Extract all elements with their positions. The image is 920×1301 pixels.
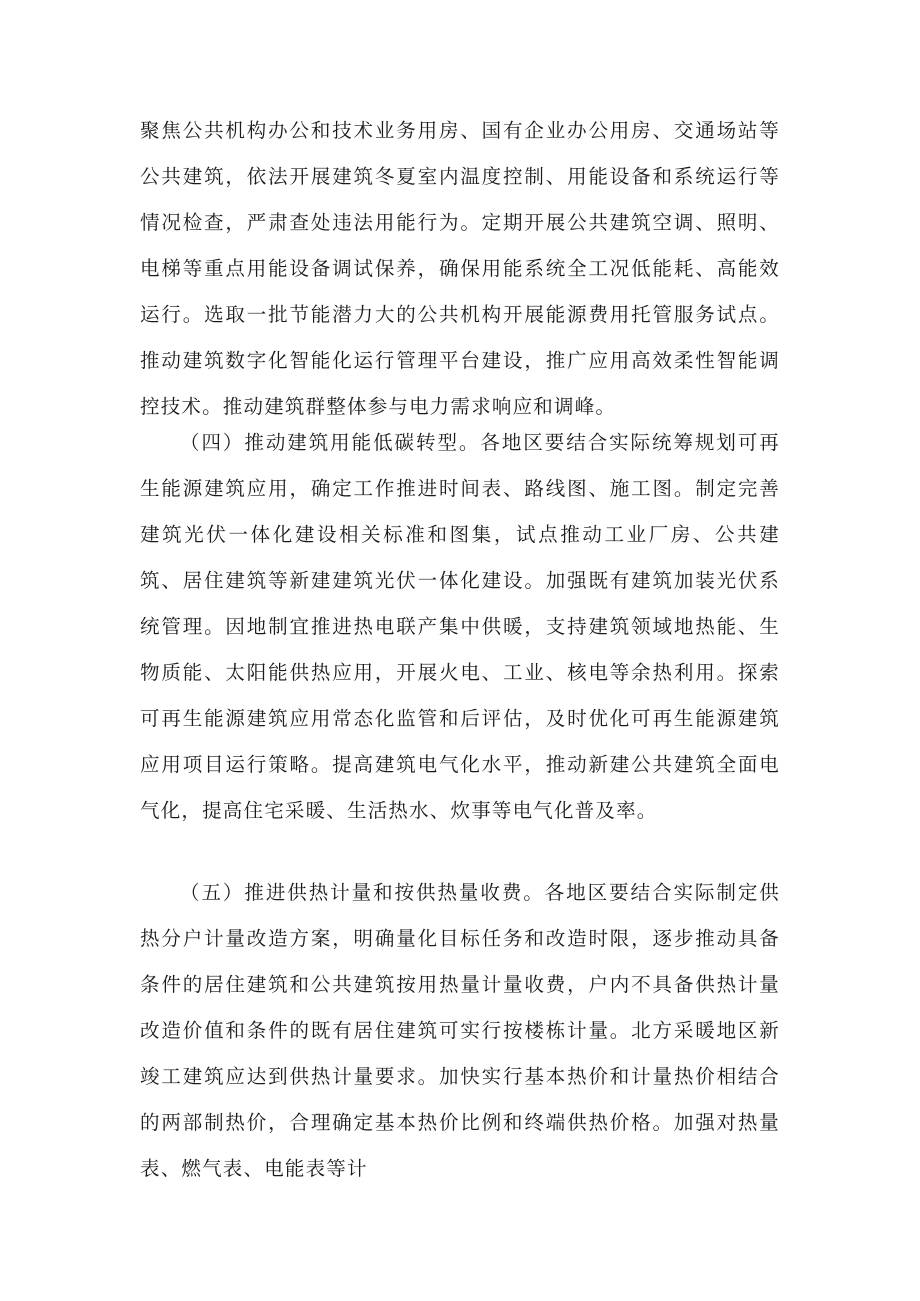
paragraph-public-building-energy-inspection: 聚焦公共机构办公和技术业务用房、国有企业办公用房、交通场站等公共建筑，依法开展建筑冬夏室内温度控制、用能设备和系统运行等情况检查，严肃查处违法用能行为。定期开展公共建筑空调、照明、电梯等重点用能设备调试保养，确保用能系统全工况低能耗、高能效运行。选取一批节能潜力大的公共机构开展能源费用托管服务试点。推动建筑数字化智能化运行管理平台建设，推广应用高效柔性智能调控技术。推动建筑群整体参与电力需求响应和调峰。 bbox=[140, 119, 780, 418]
paragraph-low-carbon-transition: （四）推动建筑用能低碳转型。各地区要结合实际统筹规划可再生能源建筑应用，确定工作推进时间表、路线图、施工图。制定完善建筑光伏一体化建设相关标准和图集，试点推动工业厂房、公共建筑、居住建筑等新建建筑光伏一体化建设。加强既有建筑加装光伏系统管理。因地制宜推进热电联产集中供暖，支持建筑领域地热能、生物质能、太阳能供热应用，开展火电、工业、核电等余热利用。探索可再生能源建筑应用常态化监管和后评估，及时优化可再生能源建筑应用项目运行策略。提高建筑电气化水平，推动新建公共建筑全面电气化，提高住宅采暖、生活热水、炊事等电气化普及率。 bbox=[140, 431, 780, 822]
paragraph-heat-metering: （五）推进供热计量和按供热量收费。各地区要结合实际制定供热分户计量改造方案，明确量化目标任务和改造时限，逐步推动具备条件的居住建筑和公共建筑按用热量计量收费，户内不具备供热计量改造价值和条件的既有居住建筑可实行按楼栋计量。北方采暖地区新竣工建筑应达到供热计量要求。加快实行基本热价和计量热价相结合的两部制热价，合理确定基本热价比例和终端供热价格。加强对热量表、燃气表、电能表等计 bbox=[140, 881, 780, 1180]
